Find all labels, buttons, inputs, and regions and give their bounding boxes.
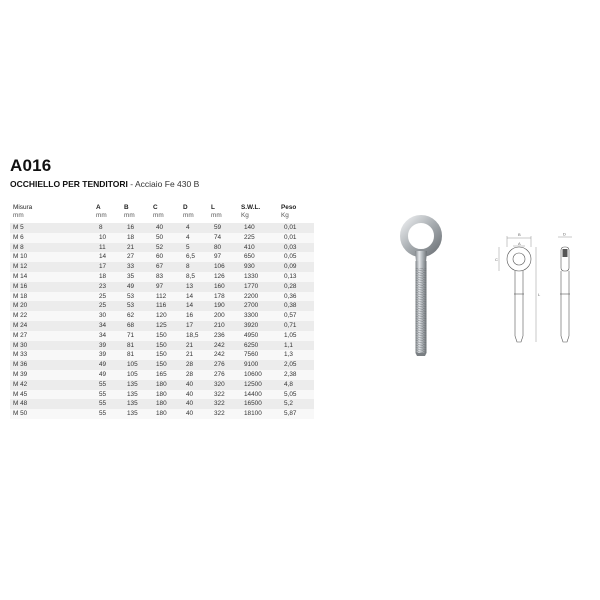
table-cell: 33 (124, 262, 153, 272)
table-cell: 150 (153, 360, 183, 370)
dim-label-d: D (563, 232, 566, 237)
table-cell: 0,36 (281, 292, 314, 302)
table-cell: 55 (96, 399, 124, 409)
table-cell: 40 (153, 223, 183, 233)
table-cell: 12500 (241, 380, 281, 390)
table-cell: 71 (124, 331, 153, 341)
table-cell: 10600 (241, 370, 281, 380)
table-cell: 8 (96, 223, 124, 233)
table-cell: M 20 (10, 301, 96, 311)
table-cell: 23 (96, 282, 124, 292)
product-code: A016 (10, 156, 52, 175)
table-cell: 14 (96, 252, 124, 262)
table-cell: 25 (96, 292, 124, 302)
subtitle-separator: - (127, 179, 135, 189)
table-cell: 14 (183, 301, 211, 311)
table-cell: 1,05 (281, 331, 314, 341)
table-cell: 49 (96, 370, 124, 380)
table-cell: 10 (96, 233, 124, 243)
table-cell: M 16 (10, 282, 96, 292)
table-cell: 4 (183, 233, 211, 243)
table-cell: 0,71 (281, 321, 314, 331)
table-body (10, 223, 314, 419)
table-cell: 34 (96, 331, 124, 341)
table-cell: 97 (153, 282, 183, 292)
table-cell: 67 (153, 262, 183, 272)
table-cell: 11 (96, 243, 124, 253)
table-cell: 105 (124, 370, 153, 380)
table-cell: 49 (124, 282, 153, 292)
table-row (10, 262, 314, 272)
table-cell: 21 (183, 341, 211, 351)
table-cell: M 24 (10, 321, 96, 331)
table-row (10, 370, 314, 380)
table-cell: 8 (183, 262, 211, 272)
table-cell: 150 (153, 341, 183, 351)
table-row (10, 252, 314, 262)
table-cell: 180 (153, 380, 183, 390)
table-cell: 18,5 (183, 331, 211, 341)
eye-neck-shape (415, 251, 427, 262)
column-header (183, 204, 211, 223)
table-cell: 0,01 (281, 233, 314, 243)
table-cell: 150 (153, 331, 183, 341)
table-cell: 39 (96, 350, 124, 360)
bolt-thread-shape (416, 268, 427, 353)
table-cell: 0,01 (281, 223, 314, 233)
table-cell: 5,2 (281, 399, 314, 409)
table-cell: 200 (211, 311, 241, 321)
table-cell: 4950 (241, 331, 281, 341)
table-cell: M 8 (10, 243, 96, 253)
table-row (10, 223, 314, 233)
table-cell: M 14 (10, 272, 96, 282)
table-cell: 81 (124, 350, 153, 360)
table-cell: M 39 (10, 370, 96, 380)
table-cell: 55 (96, 380, 124, 390)
table-cell: 2,38 (281, 370, 314, 380)
spec-table (10, 204, 314, 419)
table-row (10, 350, 314, 360)
table-cell: 62 (124, 311, 153, 321)
table-cell: 276 (211, 360, 241, 370)
product-material: Acciaio Fe 430 B (135, 179, 200, 189)
table-row (10, 399, 314, 409)
table-cell: 17 (96, 262, 124, 272)
table-cell: 178 (211, 292, 241, 302)
table-cell: 126 (211, 272, 241, 282)
table-cell: 18 (96, 272, 124, 282)
table-cell: 125 (153, 321, 183, 331)
table-cell: 112 (153, 292, 183, 302)
table-cell: 0,28 (281, 282, 314, 292)
column-header-label: A (96, 204, 101, 211)
table-cell: 16 (183, 311, 211, 321)
table-cell: 25 (96, 301, 124, 311)
table-cell: 0,57 (281, 311, 314, 321)
table-cell: 16500 (241, 399, 281, 409)
table-row (10, 292, 314, 302)
column-header-unit: mm (96, 212, 107, 219)
table-cell: 135 (124, 399, 153, 409)
table-cell: 930 (241, 262, 281, 272)
dim-label-l: L (538, 292, 541, 297)
table-cell: 135 (124, 390, 153, 400)
table-cell: 150 (153, 350, 183, 360)
column-header-unit: mm (124, 212, 135, 219)
dim-label-a: A (518, 241, 521, 246)
table-cell: 14400 (241, 390, 281, 400)
table-cell: 190 (211, 301, 241, 311)
column-header (10, 204, 96, 223)
table-cell: 55 (96, 409, 124, 419)
table-row (10, 380, 314, 390)
table-cell: 16 (124, 223, 153, 233)
table-cell: 60 (153, 252, 183, 262)
table-cell: 30 (96, 311, 124, 321)
column-header-label: D (183, 204, 188, 211)
table-cell: M 22 (10, 311, 96, 321)
table-cell: M 18 (10, 292, 96, 302)
table-cell: M 27 (10, 331, 96, 341)
table-cell: 410 (241, 243, 281, 253)
table-cell: 4 (183, 223, 211, 233)
table-cell: 7560 (241, 350, 281, 360)
table-cell: 28 (183, 370, 211, 380)
table-cell: 74 (211, 233, 241, 243)
table-cell: 35 (124, 272, 153, 282)
column-header-label: Misura (13, 204, 33, 211)
table-cell: 34 (96, 321, 124, 331)
table-cell: 135 (124, 380, 153, 390)
table-row (10, 282, 314, 292)
table-cell: M 33 (10, 350, 96, 360)
table-cell: M 36 (10, 360, 96, 370)
table-cell: 1770 (241, 282, 281, 292)
table-cell: 225 (241, 233, 281, 243)
column-header-unit: Kg (281, 212, 289, 219)
dim-label-b: B (518, 232, 521, 237)
table-row (10, 331, 314, 341)
eye-ring-shape (404, 219, 438, 253)
table-cell: 14 (183, 292, 211, 302)
table-cell: 140 (241, 223, 281, 233)
product-subtitle (10, 179, 199, 189)
table-cell: M 30 (10, 341, 96, 351)
table-cell: 17 (183, 321, 211, 331)
table-cell: 3300 (241, 311, 281, 321)
table-cell: 1,1 (281, 341, 314, 351)
table-cell: 0,03 (281, 243, 314, 253)
product-name: OCCHIELLO PER TENDITORI (10, 179, 128, 189)
table-cell: M 10 (10, 252, 96, 262)
table-cell: 2,05 (281, 360, 314, 370)
table-cell: 5 (183, 243, 211, 253)
table-cell: 322 (211, 399, 241, 409)
column-header (241, 204, 281, 223)
table-cell: 322 (211, 409, 241, 419)
table-cell: 180 (153, 390, 183, 400)
column-header-unit: mm (13, 212, 24, 219)
table-cell: 40 (183, 390, 211, 400)
table-row (10, 272, 314, 282)
table-cell: 0,38 (281, 301, 314, 311)
column-header-label: B (124, 204, 129, 211)
table-cell: M 45 (10, 390, 96, 400)
column-header-unit: Kg (241, 212, 249, 219)
table-cell: 106 (211, 262, 241, 272)
table-cell: 2700 (241, 301, 281, 311)
column-header-label: C (153, 204, 158, 211)
table-cell: 4,8 (281, 380, 314, 390)
table-cell: 53 (124, 301, 153, 311)
table-cell: 40 (183, 409, 211, 419)
eye-bolt-photo (388, 212, 458, 362)
column-header-label: Peso (281, 204, 297, 211)
table-cell: 6250 (241, 341, 281, 351)
table-cell: 2200 (241, 292, 281, 302)
table-cell: 650 (241, 252, 281, 262)
front-shank-outline (515, 271, 523, 342)
table-cell: 165 (153, 370, 183, 380)
table-cell: 160 (211, 282, 241, 292)
dim-label-c: C (495, 257, 498, 262)
table-cell: M 42 (10, 380, 96, 390)
table-cell: 1330 (241, 272, 281, 282)
front-eye-outer-circle (507, 247, 531, 271)
column-header-label: S.W.L. (241, 204, 261, 211)
column-header-label: L (211, 204, 215, 211)
column-header (124, 204, 153, 223)
table-cell: 8,5 (183, 272, 211, 282)
bolt-tip-shape (416, 353, 427, 356)
side-shank-outline (561, 271, 569, 342)
table-row (10, 321, 314, 331)
table-cell: 80 (211, 243, 241, 253)
table-cell: 322 (211, 390, 241, 400)
column-header (211, 204, 241, 223)
table-cell: 180 (153, 399, 183, 409)
table-cell: 55 (96, 390, 124, 400)
table-row (10, 233, 314, 243)
side-eye-section-fill (563, 249, 568, 257)
table-cell: 242 (211, 350, 241, 360)
column-header (281, 204, 314, 223)
table-cell: 0,13 (281, 272, 314, 282)
technical-drawing (486, 232, 586, 354)
table-row (10, 341, 314, 351)
table-cell: M 5 (10, 223, 96, 233)
table-cell: M 12 (10, 262, 96, 272)
table-cell: 40 (183, 399, 211, 409)
table-cell: 9100 (241, 360, 281, 370)
table-row (10, 311, 314, 321)
table-cell: 6,5 (183, 252, 211, 262)
table-cell: 49 (96, 360, 124, 370)
table-cell: 135 (124, 409, 153, 419)
table-cell: 39 (96, 341, 124, 351)
table-cell: M 48 (10, 399, 96, 409)
table-cell: 28 (183, 360, 211, 370)
table-cell: 40 (183, 380, 211, 390)
table-cell: 52 (153, 243, 183, 253)
table-cell: 53 (124, 292, 153, 302)
table-row (10, 390, 314, 400)
column-header-unit: mm (183, 212, 194, 219)
table-cell: 97 (211, 252, 241, 262)
table-cell: 81 (124, 341, 153, 351)
table-cell: 50 (153, 233, 183, 243)
table-row (10, 301, 314, 311)
column-header (96, 204, 124, 223)
column-header-unit: mm (211, 212, 222, 219)
table-cell: 5,87 (281, 409, 314, 419)
front-eye-inner-circle (513, 253, 525, 265)
table-cell: 13 (183, 282, 211, 292)
table-cell: 0,09 (281, 262, 314, 272)
table-cell: 27 (124, 252, 153, 262)
column-header (153, 204, 183, 223)
table-cell: 180 (153, 409, 183, 419)
table-cell: 1,3 (281, 350, 314, 360)
table-cell: 18100 (241, 409, 281, 419)
table-cell: 3920 (241, 321, 281, 331)
table-cell: 276 (211, 370, 241, 380)
table-cell: M 50 (10, 409, 96, 419)
column-header-unit: mm (153, 212, 164, 219)
table-cell: 116 (153, 301, 183, 311)
table-row (10, 243, 314, 253)
table-header-row (10, 204, 314, 223)
table-cell: 68 (124, 321, 153, 331)
table-row (10, 360, 314, 370)
table-cell: 320 (211, 380, 241, 390)
table-cell: 0,05 (281, 252, 314, 262)
table-cell: 120 (153, 311, 183, 321)
table-cell: 236 (211, 331, 241, 341)
table-cell: 18 (124, 233, 153, 243)
table-cell: 105 (124, 360, 153, 370)
table-cell: 21 (124, 243, 153, 253)
table-cell: 210 (211, 321, 241, 331)
table-cell: M 6 (10, 233, 96, 243)
table-row (10, 409, 314, 419)
table-cell: 5,05 (281, 390, 314, 400)
table-cell: 242 (211, 341, 241, 351)
table-cell: 83 (153, 272, 183, 282)
table-cell: 59 (211, 223, 241, 233)
table-cell: 21 (183, 350, 211, 360)
